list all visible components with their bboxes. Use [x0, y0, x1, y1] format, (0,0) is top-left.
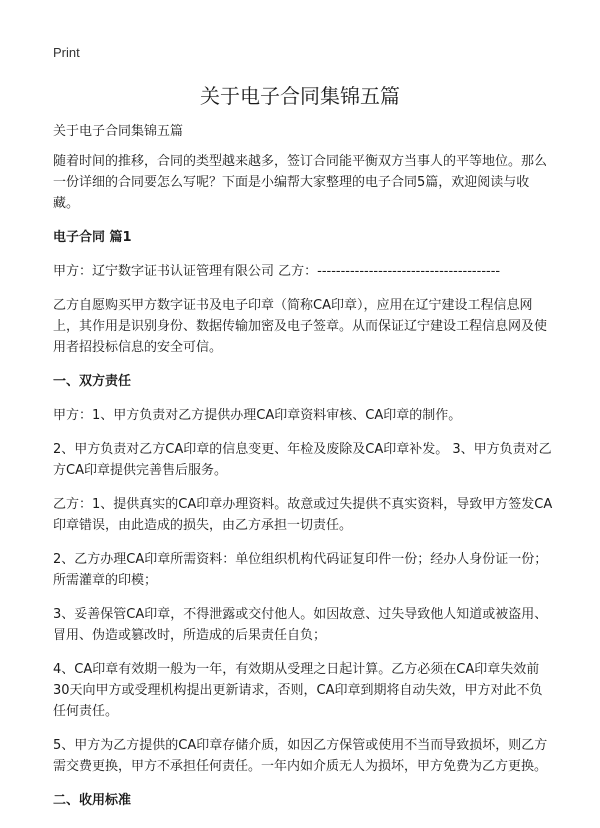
print-link[interactable]: Print — [53, 45, 80, 60]
paragraph: 2、甲方负责对乙方CA印章的信息变更、年检及废除及CA印章补发。 3、甲方负责对乙方CA印章提供完善售后服务。 — [53, 442, 552, 478]
document-body — [53, 121, 553, 824]
paragraph: 5、甲方为乙方提供的CA印章存储介质，如因乙方保管或使用不当而导致损坏，则乙方需交费更换，甲方不承担任何责任。一年内如介质无人为损坏，甲方免费为乙方更换。 — [53, 738, 548, 774]
subtitle: 关于电子合同集锦五篇 — [53, 124, 184, 139]
parties-line: 甲方：辽宁数字证书认证管理有限公司 乙方：--------------------------------------- — [53, 264, 501, 279]
fees-heading: 二、收用标准 — [53, 793, 132, 808]
paragraph: 4、CA印章有效期一般为一年，有效期从受理之日起计算。乙方必须在CA印章失效前30天向甲方或受理机构提出更新请求，否则，CA印章到期将自动失效，甲方对此不负任何责任。 — [53, 662, 543, 719]
intro-paragraph: 随着时间的推移，合同的类型越来越多，签订合同能平衡双方当事人的平等地位。那么一份详细的合同要怎么写呢？下面是小编帮大家整理的电子合同5篇，欢迎阅读与收藏。 — [53, 154, 548, 211]
page-title: 关于电子合同集锦五篇 — [200, 84, 400, 108]
duties-heading: 一、双方责任 — [53, 374, 132, 389]
paragraph: 甲方：1、甲方负责对乙方提供办理CA印章资料审核、CA印章的制作。 — [53, 408, 462, 423]
paragraph: 2、乙方办理CA印章所需资料：单位组织机构代码证复印件一份；经办人身份证一份；所需灌章的印模； — [53, 552, 548, 588]
section-heading: 电子合同 篇1 — [53, 230, 132, 245]
paragraph: 乙方：1、提供真实的CA印章办理资料。故意或过失提供不真实资料，导致甲方签发CA印章错误，由此造成的损失，由乙方承担一切责任。 — [53, 497, 553, 533]
paragraph: 3、妥善保管CA印章，不得泄露或交付他人。如因故意、过失导致他人知道或被盗用、冒用、伪造或篡改时，所造成的后果责任自负； — [53, 607, 548, 643]
paragraph: 乙方自愿购买甲方数字证书及电子印章（简称CA印章），应用在辽宁建设工程信息网上，其作用是识别身份、数据传输加密及电子签章。从而保证辽宁建设工程信息网及使用者招投标信息的安全可信。 — [53, 298, 548, 355]
